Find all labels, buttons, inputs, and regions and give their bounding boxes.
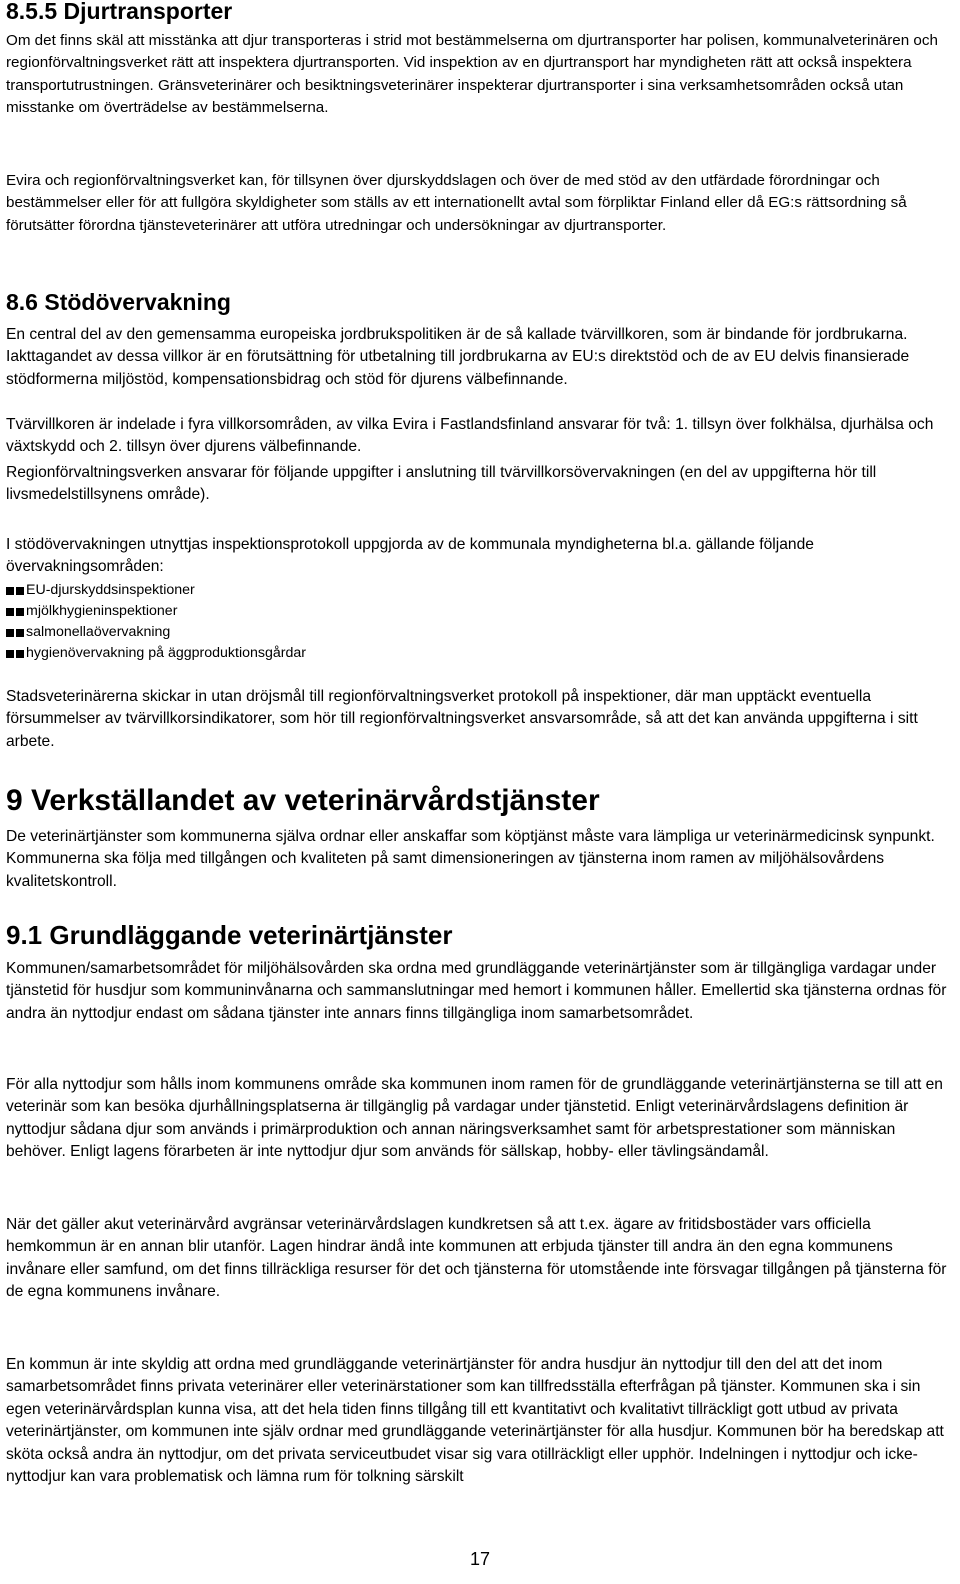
list-item	[6, 601, 954, 622]
paragraph: Kommunen/samarbetsområdet för miljöhälsovården ska ordna med grundläggande veterinärtjänster som är tillgängliga vardagar under tjänstetid för husdjur som kommuninvånarna och sammanslutningar med hemort i kommunen håller. Emellertid ska tjänsterna ordnas för andra än nyttodjur endast om sådana tjänster inte annars finns tillgängliga inom samarbetsområdet.	[6, 960, 947, 1022]
paragraph: Om det finns skäl att misstänka att djur transporteras i strid mot bestämmelserna om djurtransporter har polisen, kommunalveterinären och regionförvaltningsverket rätt att inspektera djurtransporten. Vid inspektion av en djurtransport har myndigheten rätt att också inspektera transportutrustningen. Gränsveterinärer och besiktningsveterinärer inspekterar djurtransporter i sina verksamhetsområden också utan misstanke om överträdelse av bestämmelserna.	[6, 32, 938, 117]
paragraph: För alla nyttodjur som hålls inom kommunens område ska kommunen inom ramen för de grundläggande veterinärtjänsterna se till att en veterinär som kan besöka djurhållningsplatserna är tillgänglig på vardagar under tjänstetid. Enligt veterinärvårdslagens definition är nyttodjur sådana djur som används i primärproduktion och annan näringsverksamhet samt för arbetsprestationer som människan behöver. Enligt lagens förarbeten är inte nyttodjur djur som används för sällskap, hobby- eller tävlingsändamål.	[6, 1076, 943, 1161]
list-item-label: salmonellaövervakning	[26, 624, 171, 640]
list-item-label: mjölkhygieninspektioner	[26, 603, 178, 619]
section-heading-8-5-5: 8.5.5 Djurtransporter	[6, 0, 233, 24]
paragraph: När det gäller akut veterinärvård avgränsar veterinärvårdslagen kundkretsen så att t.ex. ägare av fritidsbostäder vars officiella hemkommun är en annan blir utanför. Lagen hindrar ändå inte kommunen att erbjuda tjänster till andra än den egna kommunens invånare eller samfund, om det finns tillräckliga resurser för det och tjänsterna för utomstående inte försvagar tillgången på tjänsterna för de egna kommunens invånare.	[6, 1216, 947, 1301]
list-item-label: EU-djurskyddsinspektioner	[26, 582, 195, 598]
paragraph: Tvärvillkoren är indelade i fyra villkorsområden, av vilka Evira i Fastlandsfinland ansvarar för två: 1. tillsyn över folkhälsa, djurhälsa och växtskydd och 2. tillsyn över djurens välbefinnande.	[6, 416, 934, 456]
paragraph: Stadsveterinärerna skickar in utan dröjsmål till regionförvaltningsverket protokoll på inspektioner, där man upptäckt eventuella försummelser av tvärvillkorsindikatorer, som hör till regionförvaltningsverket ansvarsområde, så att det kan använda uppgifterna i sitt arbete.	[6, 688, 918, 750]
list-item-label: hygienövervakning på äggproduktionsgårdar	[26, 645, 307, 661]
bullet-list	[6, 580, 954, 664]
section-heading-9: 9 Verkställandet av veterinärvårdstjänster	[6, 784, 600, 817]
list-item	[6, 580, 954, 601]
paragraph: Evira och regionförvaltningsverket kan, för tillsynen över djurskyddslagen och över de med stöd av den utfärdade förordningar och bestämmelser eller för att fullgöra skyldigheter som ställs av ett internationellt avtal som förpliktar Finland eller då EG:s rättsordning så förutsätter förordna tjänsteveterinärer att utföra utredningar och undersökningar av djurtransporter.	[6, 172, 907, 234]
section-heading-9-1: 9.1 Grundläggande veterinärtjänster	[6, 920, 453, 950]
list-item	[6, 643, 954, 664]
paragraph: I stödövervakningen utnyttjas inspektionsprotokoll uppgjorda av de kommunala myndigheterna bl.a. gällande följande övervakningsområden:	[6, 536, 814, 576]
list-item	[6, 622, 954, 643]
bullet-icon	[6, 608, 24, 616]
paragraph: En kommun är inte skyldig att ordna med grundläggande veterinärtjänster för andra husdjur än nyttodjur till den del att det inom samarbetsområdet finns privata veterinärer eller veterinärstationer som kan tillfredsställa efterfrågan på tjänster. Kommunen ska i sin egen veterinärvårdsplan kunna visa, att det hela tiden finns tillgång till ett kvantitativt och kvalitativt tillräckligt gott utbud av privata veterinärtjänster, om kommunen inte själv ordnar med grundläggande veterinärtjänster för alla husdjur. Kommunen bör ha beredskap att sköta också andra än nyttodjur, om det privata serviceutbudet visar sig vara otillräckligt eller upphör. Indelningen i nyttodjur och icke-nyttodjur kan vara problematisk och lämna rum för tolkning särskilt	[6, 1356, 944, 1486]
page-number: 17	[469, 1549, 491, 1569]
bullet-icon	[6, 650, 24, 658]
paragraph: Regionförvaltningsverken ansvarar för följande uppgifter i anslutning till tvärvillkorsövervakningen (en del av uppgifterna hör till livsmedelstillsynens område).	[6, 464, 877, 504]
section-heading-8-6: 8.6 Stödövervakning	[6, 289, 231, 315]
bullet-icon	[6, 629, 24, 637]
paragraph: En central del av den gemensamma europeiska jordbrukspolitiken är de så kallade tvärvillkoren, som är bindande för jordbrukarna. Iakttagandet av dessa villkor är en förutsättning för utbetalning till jordbrukarna av EU:s direktstöd och de av EU delvis finansierade stödformerna miljöstöd, kompensationsbidrag och stöd för djurens välbefinnande.	[6, 326, 910, 388]
bullet-icon	[6, 587, 24, 595]
paragraph: De veterinärtjänster som kommunerna själva ordnar eller anskaffar som köptjänst måste vara lämpliga ur veterinärmedicinsk synpunkt. Kommunerna ska följa med tillgången och kvaliteten på samt dimensioneringen av tjänsterna inom ramen av miljöhälsovårdens kvalitetskontroll.	[6, 828, 935, 890]
